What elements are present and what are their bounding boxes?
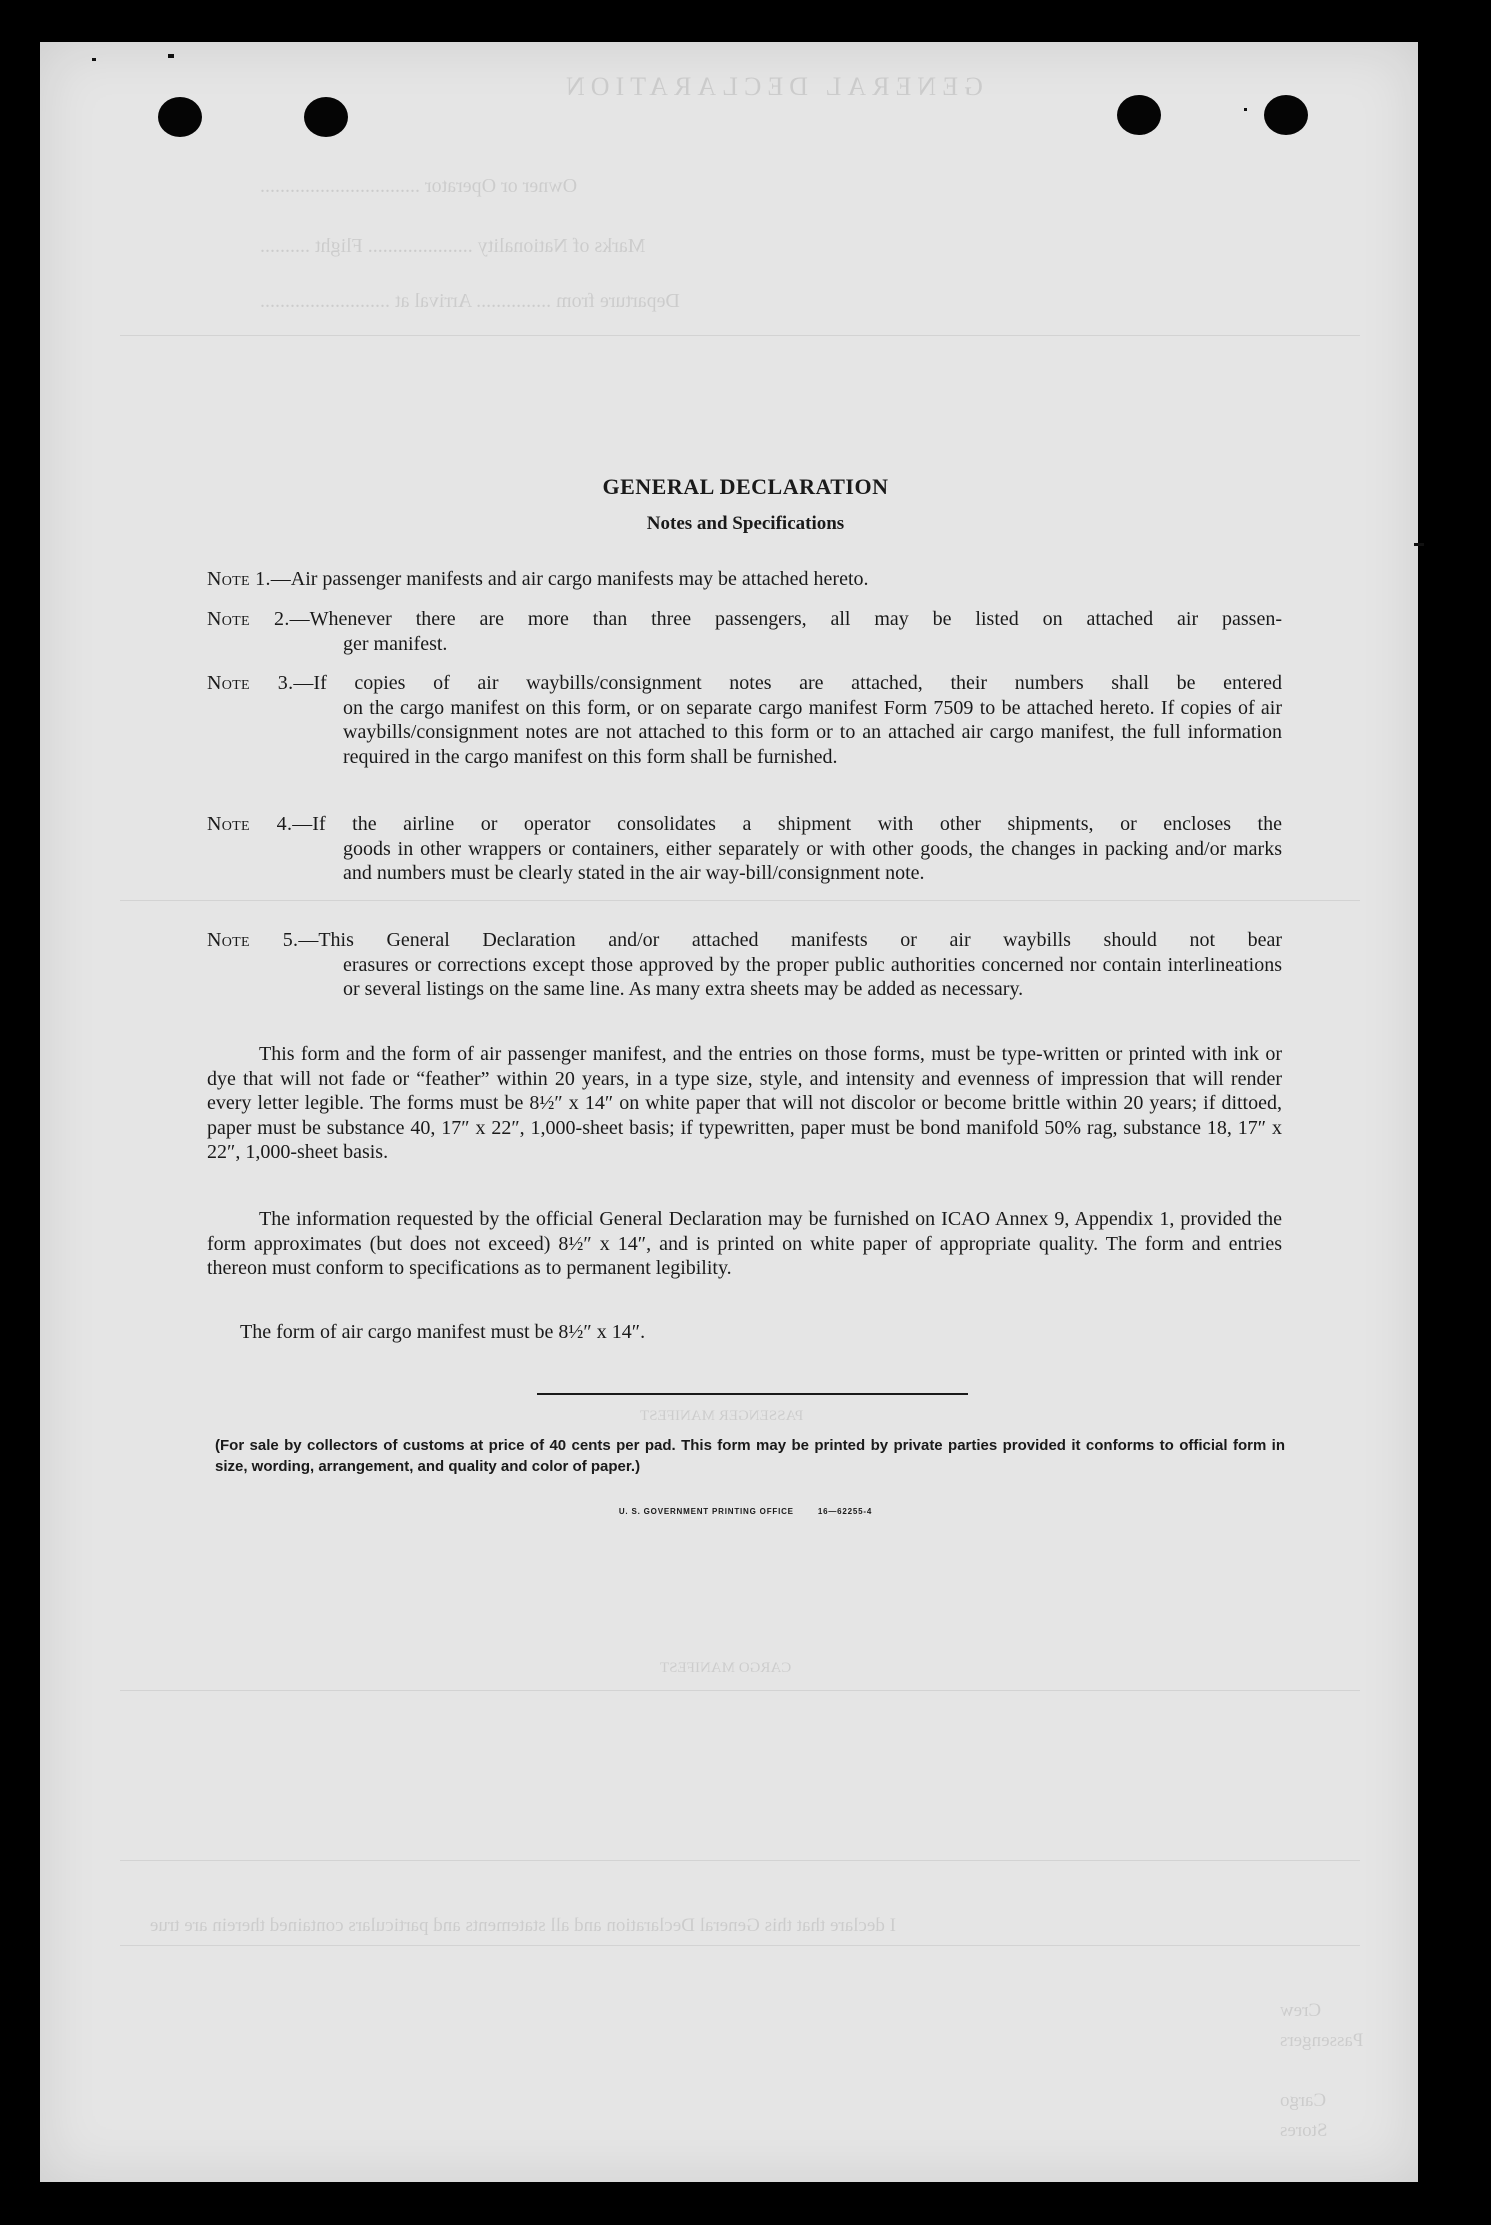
punch-hole-1 <box>158 97 202 137</box>
divider-rule <box>537 1393 968 1395</box>
punch-hole-4 <box>1264 95 1308 135</box>
sale-notice: (For sale by collectors of customs at price of 40 cents per pad. This form may be printed by private parties provided it conforms to official form in size, wording, arrangement, and quality and color of paper.) <box>215 1437 1285 1475</box>
note-label: Note 2. <box>207 608 290 630</box>
paragraph-cargo-manifest: The form of air cargo manifest must be 8½″ x 14″. <box>240 1321 646 1343</box>
note-text: —Whenever there are more than three passengers, all may be listed on attached air passen- <box>289 608 1282 630</box>
speck <box>1244 108 1247 111</box>
printing-office-line <box>0 1507 1491 1516</box>
note-label: Note 3. <box>207 672 294 694</box>
note-continuation: ger manifest. <box>343 632 448 655</box>
note-text: —Air passenger manifests and air cargo manifests may be attached hereto. <box>270 568 869 590</box>
note-2 <box>207 607 1282 656</box>
punch-hole-2 <box>304 97 348 137</box>
printing-code: 16—62255-4 <box>817 1507 873 1516</box>
note-3 <box>207 671 1282 769</box>
paragraph-icao: The information requested by the official General Declaration may be furnished on ICAO Annex 9, Appendix 1, provided the form approximates (but does not exceed) 8½″ x 14″, and is printed on white paper of appropriate quality. The form and entries thereon must conform to specifications as to permanent legibility. <box>207 1208 1282 1279</box>
note-continuation: on the cargo manifest on this form, or on separate cargo manifest Form 7509 to be attached hereto. If copies of air waybills/consignment notes are not attached to this form or to an attached air cargo manifest, the full information required in the cargo manifest on this form shall be furnished. <box>343 696 1282 768</box>
speck <box>168 54 174 58</box>
note-5 <box>207 928 1282 1002</box>
note-continuation: erasures or corrections except those approved by the proper public authorities concerned nor contain interlineations or several listings on the same line. As many extra sheets may be added as necessary. <box>343 953 1282 1000</box>
printing-office: U. S. GOVERNMENT PRINTING OFFICE <box>618 1507 794 1516</box>
page-subtitle: Notes and Specifications <box>646 513 845 534</box>
note-label: Note 4. <box>207 813 293 835</box>
note-text: —This General Declaration and/or attached manifests or air waybills should not bear <box>298 929 1282 951</box>
note-text: —If copies of air waybills/consignment notes are attached, their numbers shall be entered <box>293 672 1283 694</box>
speck <box>92 58 96 61</box>
edge-mark <box>1414 543 1424 546</box>
note-label: Note 1. <box>207 568 271 590</box>
note-continuation: goods in other wrappers or containers, either separately or with other goods, the changes in packing and/or marks and numbers must be clearly stated in the air way-bill/consignment note. <box>343 837 1282 884</box>
note-4 <box>207 812 1282 886</box>
note-label: Note 5. <box>207 929 299 951</box>
punch-hole-3 <box>1117 95 1161 135</box>
page-title: GENERAL DECLARATION <box>602 474 889 499</box>
note-1 <box>207 567 1282 592</box>
paragraph-form-requirements: This form and the form of air passenger manifest, and the entries on those forms, must be type-written or printed with ink or dye that will not fade or “feather” within 20 years, in a type size, style, and intensity and evenness of impression that will render every letter legible. The forms must be 8½″ x 14″ on white paper that will not discolor or become brittle within 20 years; if dittoed, paper must be substance 40, 17″ x 22″, 1,000-sheet basis; if typewritten, paper must be bond manifold 50% rag, substance 18, 17″ x 22″, 1,000-sheet basis. <box>207 1043 1282 1163</box>
note-text: —If the airline or operator consolidates a shipment with other shipments, or encloses the <box>292 813 1282 835</box>
